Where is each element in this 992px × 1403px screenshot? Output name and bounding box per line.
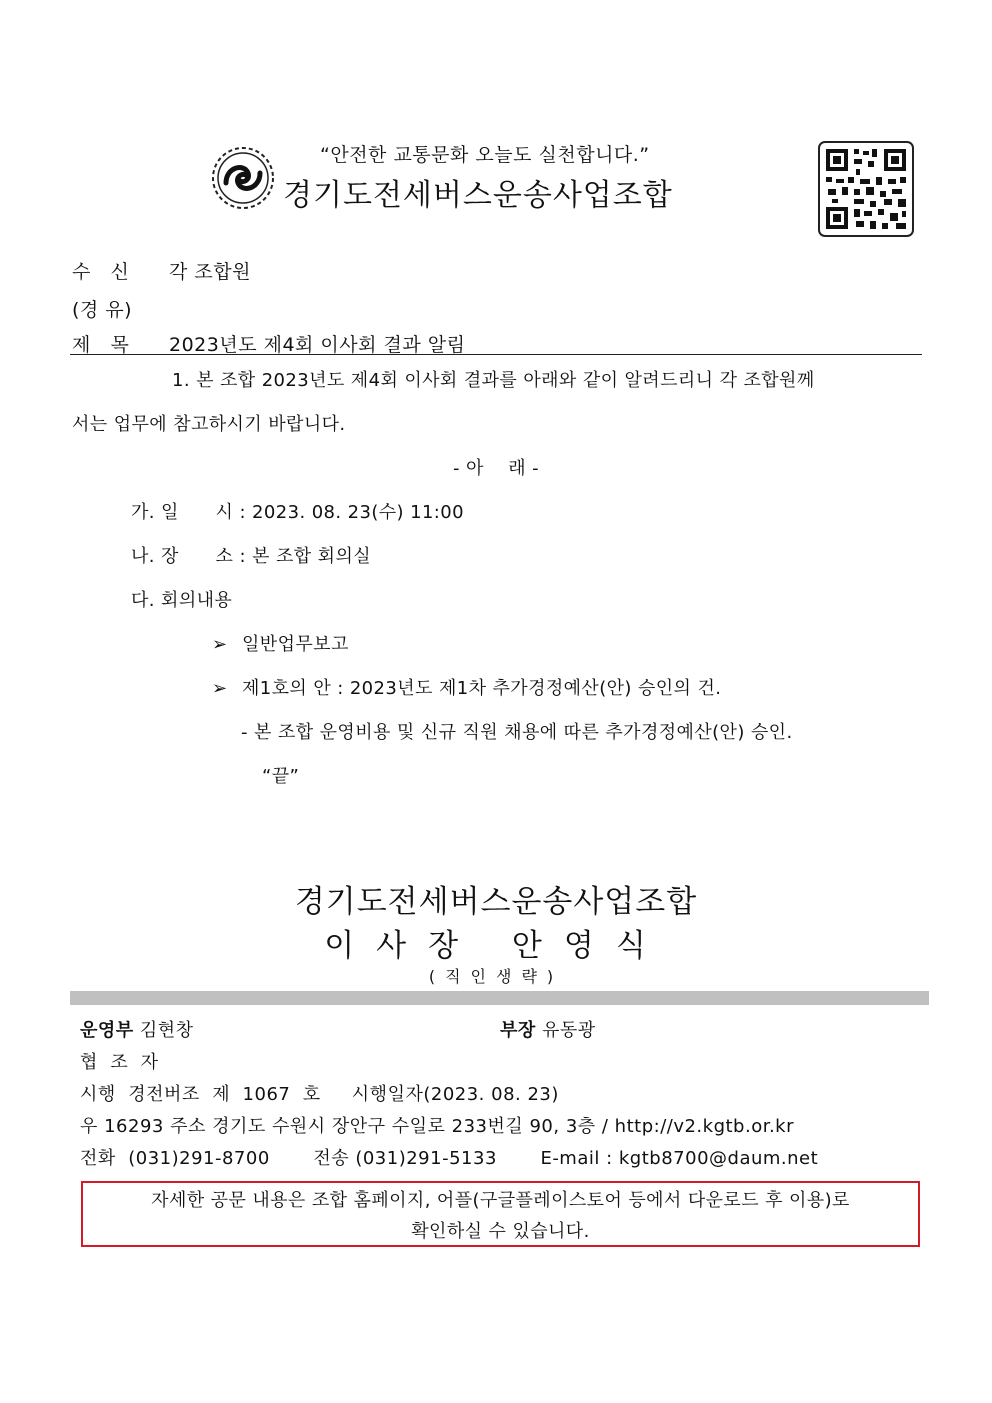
manager-person: 유동광 xyxy=(542,1020,596,1041)
chair-title: 이사장 안영식 xyxy=(324,928,668,964)
bullet-item-1 xyxy=(212,623,349,667)
paragraph-1-line-2: 서는 업무에 참고하시기 바랍니다. xyxy=(72,414,346,435)
sub-item: - 본 조합 운영비용 및 신규 직원 채용에 따른 추가경정예산(안) 승인. xyxy=(241,722,793,743)
subject-row xyxy=(72,330,466,357)
qr-code-icon[interactable] xyxy=(818,141,914,237)
notice-box xyxy=(81,1181,920,1247)
contact-row[interactable]: 전화 (031)291-8700 전송 (031)291-5133 E-mail : kgtb8700@daum.net xyxy=(80,1148,819,1169)
bullet-1-text: 일반업무보고 xyxy=(242,634,349,655)
bullet-item-2 xyxy=(212,667,721,711)
enforcement-row: 시행 경전버조 제 1067 호 시행일자(2023. 08. 23) xyxy=(80,1084,559,1105)
cooperator-row: 협 조 자 xyxy=(80,1052,159,1073)
divider-bar xyxy=(70,991,929,1005)
subject-underline xyxy=(70,354,922,355)
paragraph-1-line-1: 1. 본 조합 2023년도 제4회 이사회 결과를 아래와 같이 알려드리니 각 조합원께 xyxy=(172,370,815,391)
manager-label: 부장 xyxy=(500,1020,536,1041)
notice-line-2: 확인하실 수 있습니다. xyxy=(411,1221,590,1242)
seal-omitted: (직인생략) xyxy=(428,967,564,986)
org-title: 경기도전세버스운송사업조합 xyxy=(283,178,673,213)
below-heading: - 아 래 - xyxy=(452,458,540,479)
item-location: 나. 장 소 : 본 조합 회의실 xyxy=(131,546,372,567)
dept-label: 운영부 xyxy=(80,1020,134,1041)
dept-signoff xyxy=(80,1016,194,1042)
subject-label: 제 목 xyxy=(72,334,130,356)
manager-signoff xyxy=(500,1016,596,1042)
union-logo-icon xyxy=(210,145,276,211)
bullet-2-text: 제1호의 안 : 2023년도 제1차 추가경정예산(안) 승인의 건. xyxy=(242,678,722,699)
closing-org-name: 경기도전세버스운송사업조합 xyxy=(294,884,698,920)
arrowhead-bullet-icon: ➢ xyxy=(212,634,228,655)
item-datetime: 가. 일 시 : 2023. 08. 23(수) 11:00 xyxy=(131,502,464,523)
recipient-label: 수 신 xyxy=(72,261,130,283)
end-mark: “끝” xyxy=(262,766,300,787)
via-row xyxy=(72,295,132,322)
arrowhead-bullet-icon: ➢ xyxy=(212,678,228,699)
slogan: “안전한 교통문화 오늘도 실천합니다.” xyxy=(320,144,650,166)
item-agenda: 다. 회의내용 xyxy=(131,590,233,611)
notice-line-1: 자세한 공문 내용은 조합 홈페이지, 어플(구글플레이스토어 등에서 다운로드 후 이용)로 xyxy=(151,1190,850,1211)
via-label: (경 유) xyxy=(72,299,133,321)
recipient-value: 각 조합원 xyxy=(169,261,251,283)
address-row[interactable]: 우 16293 주소 경기도 수원시 장안구 수일로 233번길 90, 3층 / http://v2.kgtb.or.kr xyxy=(80,1116,795,1137)
dept-person: 김현창 xyxy=(139,1020,194,1041)
recipient-row xyxy=(72,257,251,284)
subject-value: 2023년도 제4회 이사회 결과 알림 xyxy=(169,334,466,356)
